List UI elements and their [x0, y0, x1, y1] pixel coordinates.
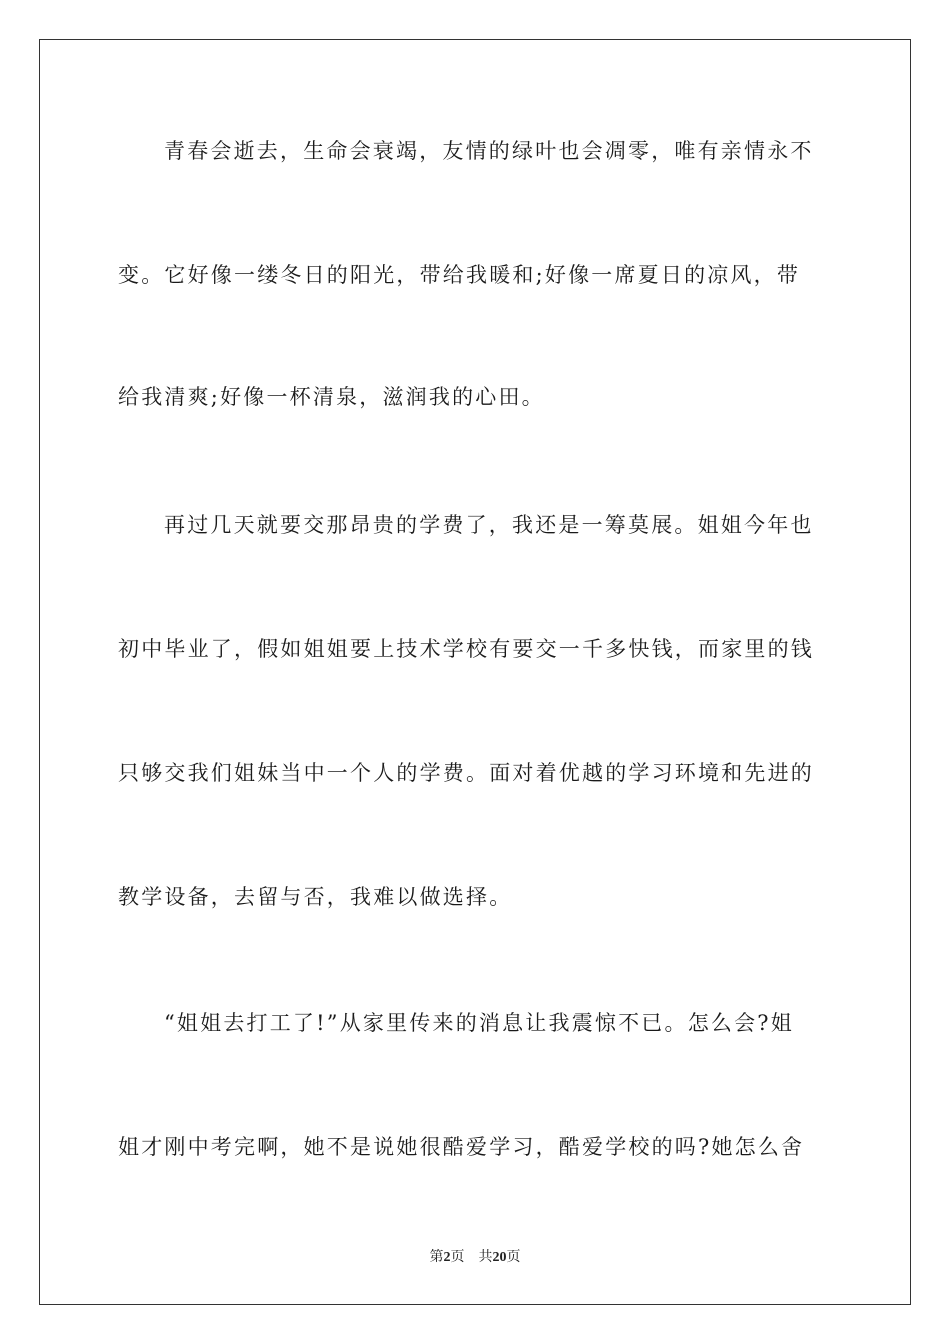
total-pages: 20 [492, 1250, 507, 1265]
total-suffix: 页 [506, 1250, 521, 1265]
paragraph-2-line-3: 只够交我们姐妹当中一个人的学费。面对着优越的学习环境和先进的 [118, 761, 814, 785]
paragraph-1-line-3: 给我清爽;好像一杯清泉，滋润我的心田。 [118, 385, 545, 409]
page-suffix: 页 [450, 1250, 465, 1265]
page-border [39, 39, 911, 1305]
paragraph-2-line-1: 再过几天就要交那昂贵的学费了，我还是一筹莫展。姐姐今年也 [164, 513, 814, 537]
paragraph-3-line-2: 姐才刚中考完啊，她不是说她很酷爱学习，酷爱学校的吗?她怎么舍 [118, 1135, 805, 1159]
paragraph-1-line-2: 变。它好像一缕冬日的阳光，带给我暖和;好像一席夏日的凉风，带 [118, 263, 801, 287]
paragraph-2-line-4: 教学设备，去留与否，我难以做选择。 [118, 885, 513, 909]
paragraph-2-line-2: 初中毕业了，假如姐姐要上技术学校有要交一千多快钱，而家里的钱 [118, 637, 814, 661]
page-prefix: 第 [429, 1250, 444, 1265]
page-number: 2 [443, 1250, 451, 1265]
total-prefix: 共 [478, 1250, 493, 1265]
page-footer [0, 1246, 950, 1266]
paragraph-3-line-1: “姐姐去打工了!”从家里传来的消息让我震惊不已。怎么会?姐 [164, 1011, 794, 1035]
paragraph-1-line-1: 青春会逝去，生命会衰竭，友情的绿叶也会凋零，唯有亲情永不 [164, 139, 814, 163]
